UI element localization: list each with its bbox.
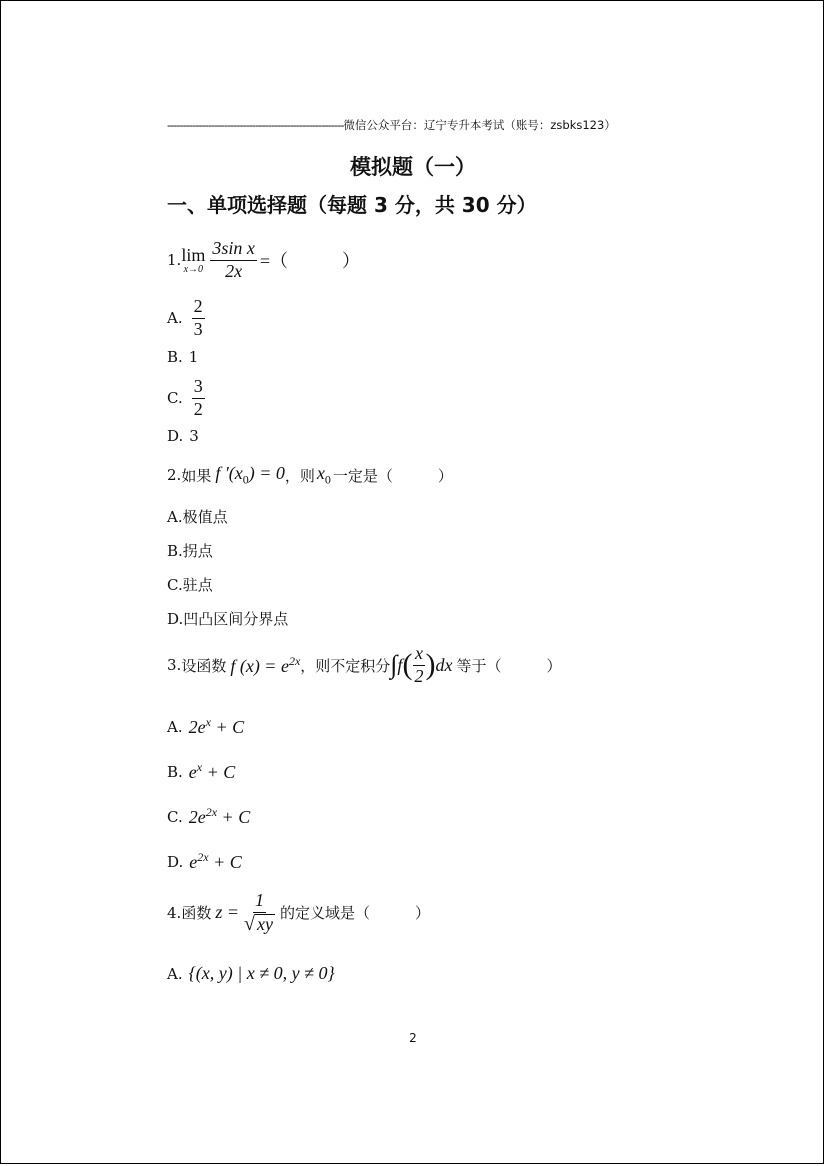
exponent: x — [205, 715, 211, 729]
question-text: 设函数 — [181, 656, 227, 675]
exponent: x — [196, 760, 203, 774]
option-a — [167, 963, 335, 984]
section-heading: 一、单项选择题（每题 3 分，共 30 分） — [167, 193, 537, 217]
option-text: 极值点 — [182, 508, 228, 526]
expr-part: ) = 0 — [248, 463, 285, 483]
function-definition — [230, 654, 300, 677]
fraction — [192, 297, 205, 340]
option-text: {(x, y) | x ≠ 0, y ≠ 0} — [188, 963, 335, 983]
option-label: A. — [167, 507, 183, 526]
dx-symbol: dx — [435, 654, 453, 675]
exponent: 2x — [288, 653, 301, 668]
option-label: B. — [167, 762, 183, 781]
header-text: 微信公众平台：辽宁专升本考试（账号：zsbks123） — [343, 118, 616, 132]
option-a — [167, 715, 244, 738]
page-number: 2 — [409, 1031, 417, 1045]
x0-symbol — [317, 463, 331, 488]
exponent: 2x — [197, 850, 209, 864]
expr-part: f (x) = e — [230, 655, 289, 676]
derivative-expression — [215, 463, 285, 488]
fraction-denominator: 2 — [414, 665, 424, 686]
fraction-denominator: 3 — [193, 318, 203, 339]
expr-tail: + C — [217, 807, 251, 827]
expr-tail: + C — [208, 852, 242, 872]
expr-base: e — [188, 762, 197, 782]
fraction-numerator: 1 — [253, 891, 266, 913]
option-label: C. — [167, 575, 183, 594]
option-label: B. — [167, 348, 183, 366]
f-symbol: f — [397, 654, 403, 675]
question-3 — [167, 644, 561, 687]
question-text: 等于（ ） — [456, 656, 562, 675]
option-b — [167, 540, 213, 561]
lim-text: lim — [181, 245, 206, 266]
fraction — [412, 644, 425, 687]
expr-tail: + C — [202, 762, 236, 782]
option-label: B. — [167, 541, 183, 560]
fraction-denominator: 2 — [193, 398, 203, 419]
option-text: 1 — [188, 348, 199, 366]
question-text: 的定义域是（ ） — [279, 904, 430, 923]
lim-subscript: x→0 — [183, 264, 204, 276]
option-label: A. — [167, 309, 183, 328]
fraction-denominator: 2x — [225, 260, 243, 281]
question-text: ，则 — [284, 466, 315, 485]
question-number: 4. — [167, 903, 182, 922]
question-number: 2. — [167, 466, 182, 485]
option-b — [167, 760, 235, 783]
lhs-expression: z = — [215, 902, 239, 923]
option-label: D. — [167, 427, 184, 445]
fraction — [242, 891, 277, 935]
question-text: 函数 — [181, 904, 212, 923]
question-text: ，则不定积分 — [300, 656, 391, 675]
fraction — [210, 239, 257, 282]
option-a — [167, 297, 208, 340]
option-d — [167, 850, 242, 873]
option-text: 拐点 — [182, 542, 213, 560]
expr-subscript: 0 — [242, 472, 249, 487]
option-text: 3 — [189, 427, 199, 445]
fraction-numerator: x — [413, 644, 425, 666]
expr-base: 2e — [188, 717, 206, 737]
question-text: 如果 — [181, 466, 212, 485]
limit-operator — [181, 245, 205, 275]
x-symbol: x — [316, 463, 325, 483]
option-a — [167, 506, 228, 527]
expr-base: 2e — [188, 807, 206, 827]
option-label: A. — [167, 964, 183, 983]
radicand: xy — [256, 913, 273, 934]
integral-sign: ∫ — [390, 650, 398, 680]
expr-tail: + C — [210, 717, 245, 737]
fraction — [192, 377, 205, 420]
question-4 — [167, 891, 430, 935]
option-c — [167, 574, 213, 595]
question-1 — [167, 239, 360, 282]
page-header — [167, 117, 667, 133]
option-label: C. — [167, 807, 183, 826]
option-d — [167, 427, 199, 445]
option-label: A. — [167, 717, 183, 736]
option-label: C. — [167, 389, 183, 408]
option-d — [167, 608, 288, 629]
expr-part: f ′(x — [215, 463, 243, 483]
option-c — [167, 805, 250, 828]
right-paren: ) — [425, 648, 436, 682]
question-text: 一定是（ ） — [332, 466, 453, 485]
page-title: 模拟题（一） — [350, 155, 476, 179]
question-number: 3. — [167, 656, 182, 675]
option-b — [167, 348, 198, 366]
square-root — [242, 913, 277, 935]
option-c — [167, 377, 208, 420]
left-paren: ( — [402, 648, 413, 682]
expr-base: e — [189, 852, 198, 872]
header-dashes: -------------------------------------------------------- — [167, 118, 344, 132]
option-text: 凹凸区间分界点 — [183, 610, 289, 628]
option-label: D. — [167, 852, 184, 871]
exponent: 2x — [205, 805, 218, 819]
option-text: 驻点 — [182, 576, 213, 594]
question-tail: =（ ） — [259, 251, 360, 272]
fraction-numerator: 2 — [192, 297, 205, 319]
x-subscript: 0 — [324, 472, 331, 487]
option-label: D. — [167, 609, 184, 628]
fraction-numerator: 3sin x — [210, 239, 257, 261]
radical-sign: √ — [243, 912, 255, 935]
question-number: 1. — [167, 251, 182, 270]
question-2 — [167, 463, 453, 488]
fraction-numerator: 3 — [192, 377, 205, 399]
